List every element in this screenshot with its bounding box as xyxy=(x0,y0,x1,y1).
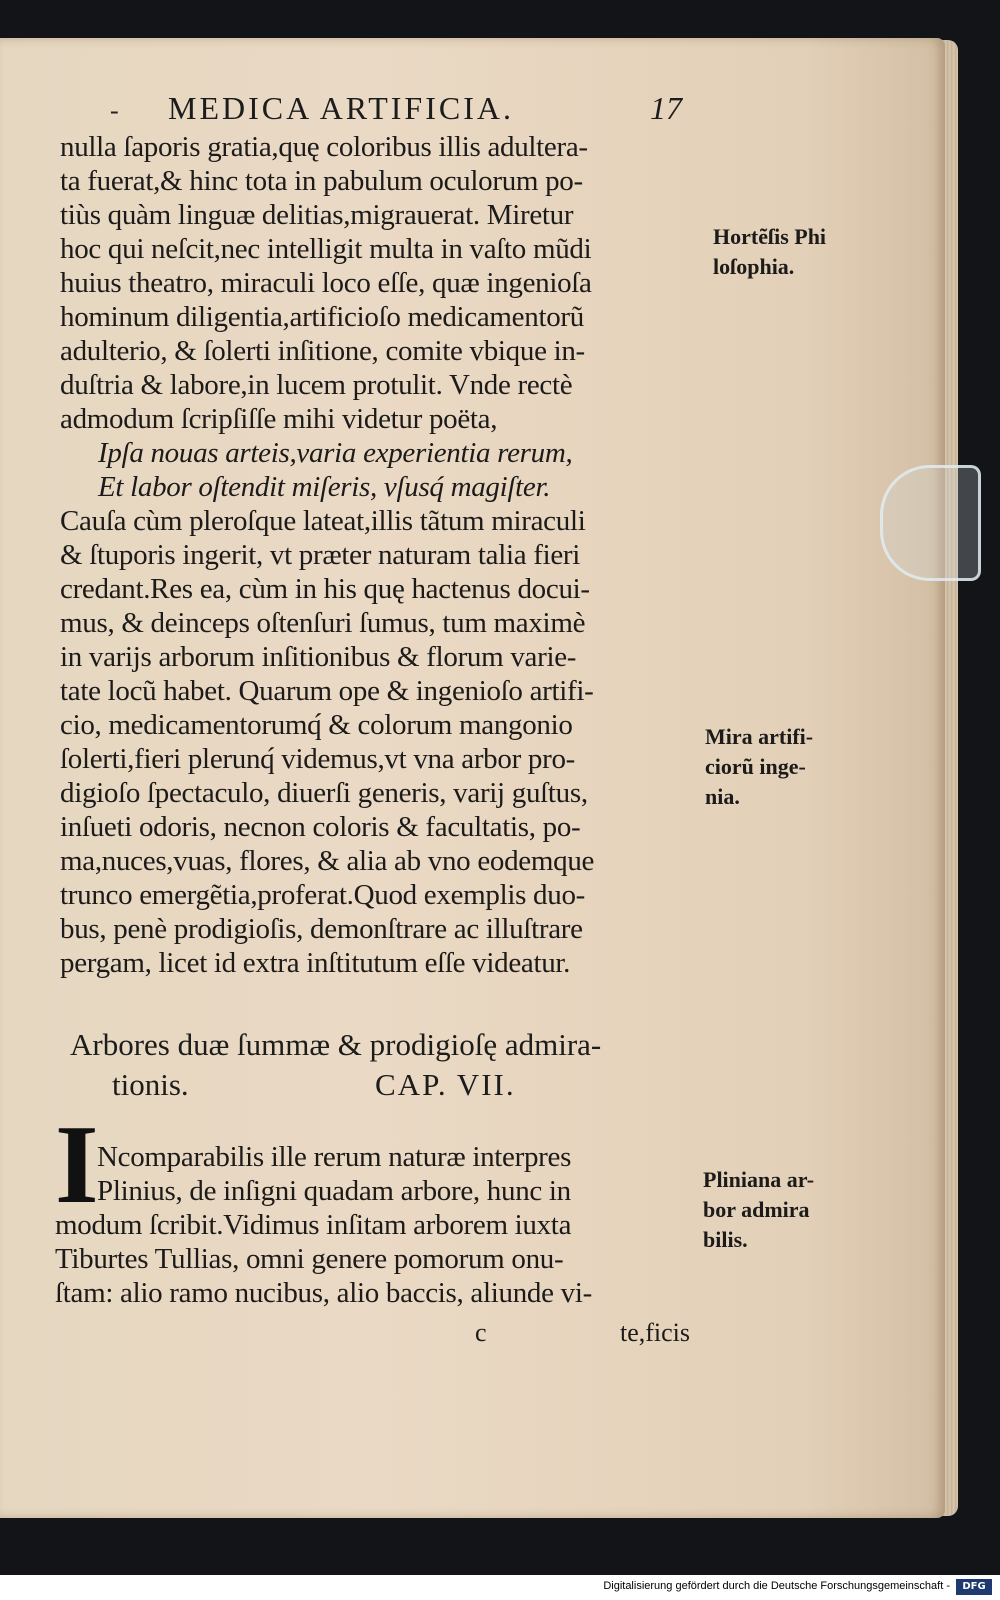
marginal-note xyxy=(705,722,813,812)
chapter-title-line-2 xyxy=(70,1065,710,1105)
text-line: Cauſa cùm pleroſque lateat,illis tãtum miraculi xyxy=(60,505,586,537)
text-line: pergam, licet id extra inſtitutum eſſe videatur. xyxy=(60,947,571,979)
marginal-note xyxy=(713,222,826,282)
text-line: in varijs arborum inſitionibus & florum varie- xyxy=(60,641,577,673)
text-line: tiùs quàm linguæ delitias,migrauerat. Miretur xyxy=(60,199,574,231)
funding-credit: Digitalisierung gefördert durch die Deutsche Forschungsgemeinschaft - xyxy=(603,1580,950,1592)
marginal-note-line: bilis. xyxy=(703,1227,748,1252)
text-line: duſtria & labore,in lucem protulit. Vnde rectè xyxy=(60,369,573,401)
footer-bar xyxy=(0,1575,1000,1600)
drop-cap-initial: I xyxy=(55,1103,99,1227)
running-head xyxy=(110,90,730,130)
text-line: huius theatro, miraculi loco eſſe, quæ ingenioſa xyxy=(60,267,592,299)
marginal-note-line: Pliniana ar- xyxy=(703,1167,815,1192)
text-line: modum ſcribit.Vidimus inſitam arborem iuxta xyxy=(55,1209,572,1241)
text-line: tate locũ habet. Quarum ope & ingenioſo artifi- xyxy=(60,675,594,707)
text-line: Plinius, de inſigni quadam arbore, hunc in xyxy=(97,1175,571,1207)
text-line: admodum ſcripſiſſe mihi videtur poëta, xyxy=(60,403,498,435)
verse-line: Et labor oſtendit miſeris, vſusq́ magiſter. xyxy=(98,471,551,503)
marginal-note xyxy=(703,1165,814,1255)
text-line: ma,nuces,vuas, flores, & alia ab vno eodemque xyxy=(60,845,595,877)
text-line: digioſo ſpectaculo, diuerſi generis, varij guſtus, xyxy=(60,777,588,809)
marginal-note-line: bor admira xyxy=(703,1197,810,1222)
text-line: inſueti odoris, necnon coloris & facultatis, po- xyxy=(60,811,581,843)
signature-mark: c xyxy=(475,1318,487,1347)
chapter-title-line: Arbores duæ ſummæ & prodigioſę admira- xyxy=(70,1027,602,1062)
text-line: & ſtuporis ingerit, vt præter naturam talia fieri xyxy=(60,539,581,571)
chapter-title-continuation: tionis. xyxy=(112,1067,189,1102)
text-line: trunco emergẽtia,proferat.Quod exemplis duo- xyxy=(60,879,585,911)
text-line: hominum diligentia,artificioſo medicamentorũ xyxy=(60,301,584,333)
marginal-note-line: loſophia. xyxy=(713,254,795,279)
body-text xyxy=(60,130,720,980)
chapter-number: CAP. VII. xyxy=(375,1067,516,1102)
marginal-note-line: nia. xyxy=(705,784,740,809)
catchword: te,ficis xyxy=(620,1318,691,1347)
running-head-dash: - xyxy=(110,96,119,125)
dfg-logo: DFG xyxy=(956,1579,992,1595)
text-line: ta fuerat,& hinc tota in pabulum oculorum po- xyxy=(60,165,583,197)
text-line: cio, medicamentorumq́ & colorum mangonio xyxy=(60,709,573,741)
page-clip xyxy=(880,465,981,581)
marginal-note-line: Mira artifi- xyxy=(705,724,814,749)
text-line: Tiburtes Tullias, omni genere pomorum onu- xyxy=(55,1243,564,1275)
marginal-note-line: Hortẽſis Phi xyxy=(713,224,827,249)
text-line: ſtam: alio ramo nucibus, alio baccis, aliunde vi- xyxy=(55,1277,592,1309)
running-head-title: MEDICA ARTIFICIA. xyxy=(168,90,514,126)
text-line: nulla ſaporis gratia,quę coloribus illis adultera- xyxy=(60,131,588,163)
text-line: adulterio, & ſolerti inſitione, comite vbique in- xyxy=(60,335,585,367)
text-line: mus, & deinceps oſtenſuri ſumus, tum maximè xyxy=(60,607,586,639)
verse-line: Ipſa nouas arteis,varia experientia rerum, xyxy=(98,437,573,469)
marginal-note-line: ciorũ inge- xyxy=(705,754,806,779)
chapter-body-text xyxy=(55,1140,715,1310)
text-line: hoc qui neſcit,nec intelligit multa in vaſto mũdi xyxy=(60,233,592,265)
text-line: credant.Res ea, cùm in his quę hactenus docui- xyxy=(60,573,590,605)
text-line: ſolerti,fieri plerunq́ videmus,vt vna arbor pro- xyxy=(60,743,575,775)
text-line: bus, penè prodigioſis, demonſtrare ac illuſtrare xyxy=(60,913,583,945)
text-line: Ncomparabilis ille rerum naturæ interpres xyxy=(97,1141,572,1173)
chapter-heading xyxy=(70,1025,710,1105)
page-number: 17 xyxy=(650,90,682,126)
